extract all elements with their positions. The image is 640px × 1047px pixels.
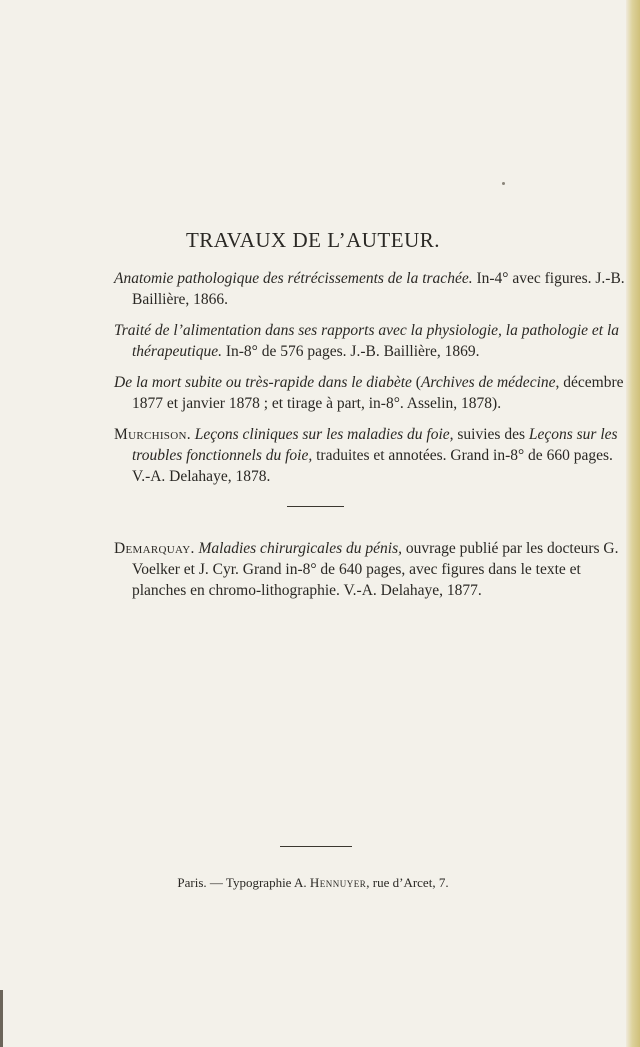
entry-title: Maladies chirurgicales du pénis,	[194, 540, 402, 557]
entry-details: In-4° avec figures. J.-B. Baillière, 1866.	[132, 270, 625, 308]
bibliography-entry-3	[114, 372, 632, 414]
entry-details: ouvrage publié par les docteurs G. Voelker et J. Cyr. Grand in-8° de 640 pages, avec figures dans le texte et planches en chromo-lithographie. V.-A. Delahaye, 1877.	[132, 540, 619, 599]
page-edge-left	[0, 990, 3, 1047]
paper-speck	[502, 182, 505, 185]
imprint-prefix: Paris. — Typographie A.	[177, 875, 310, 890]
entry-connector: suivies des	[453, 426, 529, 443]
entry-title: Anatomie pathologique des rétrécissements de la trachée.	[114, 270, 473, 287]
entry-title: De la mort subite ou très-rapide dans le diabète	[114, 374, 412, 391]
entry-title: Leçons cliniques sur les maladies du foie,	[190, 426, 454, 443]
bibliography-entry-5	[114, 538, 632, 601]
page-edge-right	[626, 0, 640, 1047]
bibliography-entry-4	[114, 424, 632, 487]
entry-source: Archives de médecine	[420, 374, 556, 391]
imprint-divider	[280, 846, 352, 847]
entry-title-2: Leçons sur les troubles fonctionnels du foie,	[132, 426, 618, 464]
bibliography-entry-2	[114, 320, 632, 362]
entry-details: , décembre 1877 et janvier 1878 ; et tirage à part, in-8°. Asselin, 1878).	[132, 374, 624, 412]
entry-details: traduites et annotées. Grand in-8° de 660 pages. V.-A. Delahaye, 1878.	[132, 447, 613, 485]
entry-title: Traité de l’alimentation dans ses rapports avec la physiologie, la pathologie et la thérapeutique.	[114, 322, 619, 360]
entry-details: In-8° de 576 pages. J.-B. Baillière, 1869.	[221, 343, 480, 360]
imprint-suffix: , rue d’Arcet, 7.	[366, 875, 449, 890]
page-title: TRAVAUX DE L’AUTEUR.	[185, 228, 441, 252]
imprint-printer: Hennuyer	[309, 875, 367, 890]
bibliography-entry-1	[114, 268, 632, 310]
section-divider	[287, 506, 344, 507]
entry-author: Demarquay.	[114, 540, 195, 557]
entry-paren: (	[411, 374, 421, 391]
printer-imprint	[0, 875, 626, 891]
entry-author: Murchison.	[114, 426, 191, 443]
